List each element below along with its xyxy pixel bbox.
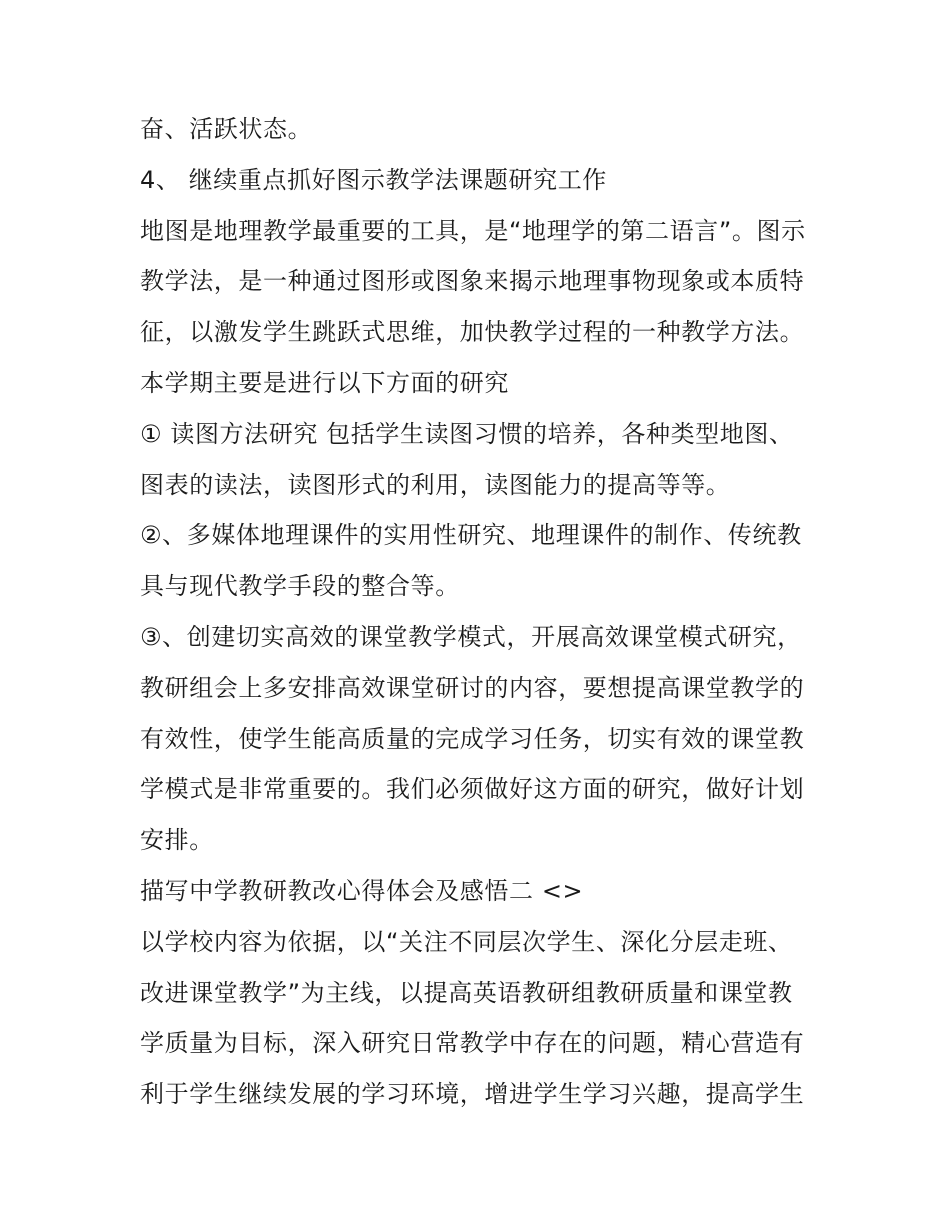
- text-line: 有效性，使学生能高质量的完成学习任务，切实有效的课堂教: [140, 725, 805, 753]
- text-line: 教研组会上多安排高效课堂研讨的内容，要想提高课堂教学的: [140, 674, 805, 702]
- text-line: 奋、活跃状态。: [140, 115, 313, 143]
- text-line: 以学校内容为依据，以“关注不同层次学生、深化分层走班、: [140, 928, 793, 956]
- text-line: 教学法，是一种通过图形或图象来揭示地理事物现象或本质特: [140, 267, 805, 295]
- section-heading: 4、 继续重点抓好图示教学法课题研究工作: [140, 166, 607, 194]
- text-line: 图表的读法，读图形式的利用，读图能力的提高等等。: [140, 471, 731, 499]
- text-line: 学模式是非常重要的。我们必须做好这方面的研究，做好计划: [140, 775, 805, 803]
- article-title: 描写中学教研教改心得体会及感悟二 <>: [140, 877, 584, 905]
- text-line: 利于学生继续发展的学习环境，增进学生学习兴趣，提高学生: [140, 1080, 805, 1108]
- list-item-2: ②、多媒体地理课件的实用性研究、地理课件的制作、传统教: [140, 521, 802, 549]
- text-line: 具与现代教学手段的整合等。: [140, 572, 460, 600]
- text-line: 征，以激发学生跳跃式思维，加快教学过程的一种教学方法。: [140, 318, 805, 346]
- text-line: 学质量为目标，深入研究日常教学中存在的问题，精心营造有: [140, 1029, 805, 1057]
- text-line: 地图是地理教学最重要的工具，是“地理学的第二语言”。图示: [140, 217, 806, 245]
- list-item-3: ③、创建切实高效的课堂教学模式，开展高效课堂模式研究，: [140, 623, 802, 651]
- text-line: 本学期主要是进行以下方面的研究: [140, 369, 509, 397]
- text-line: 安排。: [140, 826, 214, 854]
- list-item-1: ① 读图方法研究 包括学生读图习惯的培养，各种类型地图、: [140, 420, 794, 448]
- text-line: 改进课堂教学”为主线，以提高英语教研组教研质量和课堂教: [140, 979, 793, 1007]
